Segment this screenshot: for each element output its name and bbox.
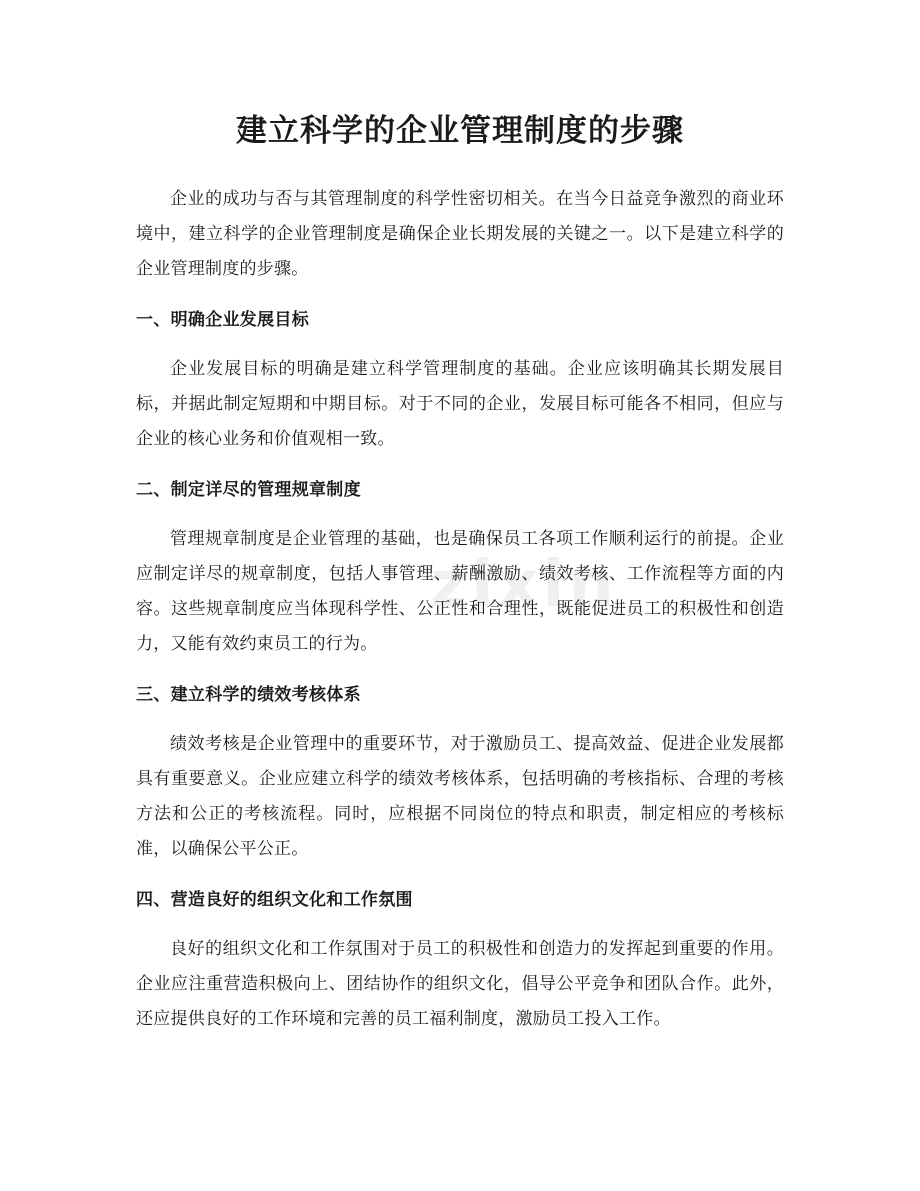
intro-paragraph: 企业的成功与否与其管理制度的科学性密切相关。在当今日益竞争激烈的商业环境中，建立科学的企业管理制度是确保企业长期发展的关键之一。以下是建立科学的企业管理制度的步骤。 [136, 189, 784, 279]
document-body [136, 182, 784, 1037]
section-heading-3: 三、建立科学的绩效考核体系 [136, 685, 361, 705]
watermark-logo: zixin [430, 548, 618, 622]
section-paragraph-3: 绩效考核是企业管理中的重要环节，对于激励员工、提高效益、促进企业发展都具有重要意义。企业应建立科学的绩效考核体系，包括明确的考核指标、合理的考核方法和公正的考核流程。同时，应根据不同岗位的特点和职责，制定相应的考核标准，以确保公平公正。 [136, 734, 784, 859]
section-heading-1: 一、明确企业发展目标 [136, 310, 309, 330]
document-title: 建立科学的企业管理制度的步骤 [236, 113, 684, 149]
section-paragraph-4: 良好的组织文化和工作氛围对于员工的积极性和创造力的发挥起到重要的作用。企业应注重营造积极向上、团结协作的组织文化，倡导公平竞争和团队合作。此外，还应提供良好的工作环境和完善的员工福利制度，激励员工投入工作。 [136, 939, 784, 1029]
section-paragraph-2: 管理规章制度是企业管理的基础，也是确保员工各项工作顺利运行的前提。企业应制定详尽的规章制度，包括人事管理、薪酬激励、绩效考核、工作流程等方面的内容。这些规章制度应当体现科学性、公正性和合理性，既能促进员工的积极性和创造力，又能有效约束员工的行为。 [136, 529, 784, 654]
section-heading-4: 四、营造良好的组织文化和工作氛围 [136, 890, 413, 910]
section-paragraph-1: 企业发展目标的明确是建立科学管理制度的基础。企业应该明确其长期发展目标，并据此制定短期和中期目标。对于不同的企业，发展目标可能各不相同，但应与企业的核心业务和价值观相一致。 [136, 359, 784, 449]
section-heading-2: 二、制定详尽的管理规章制度 [136, 480, 361, 500]
